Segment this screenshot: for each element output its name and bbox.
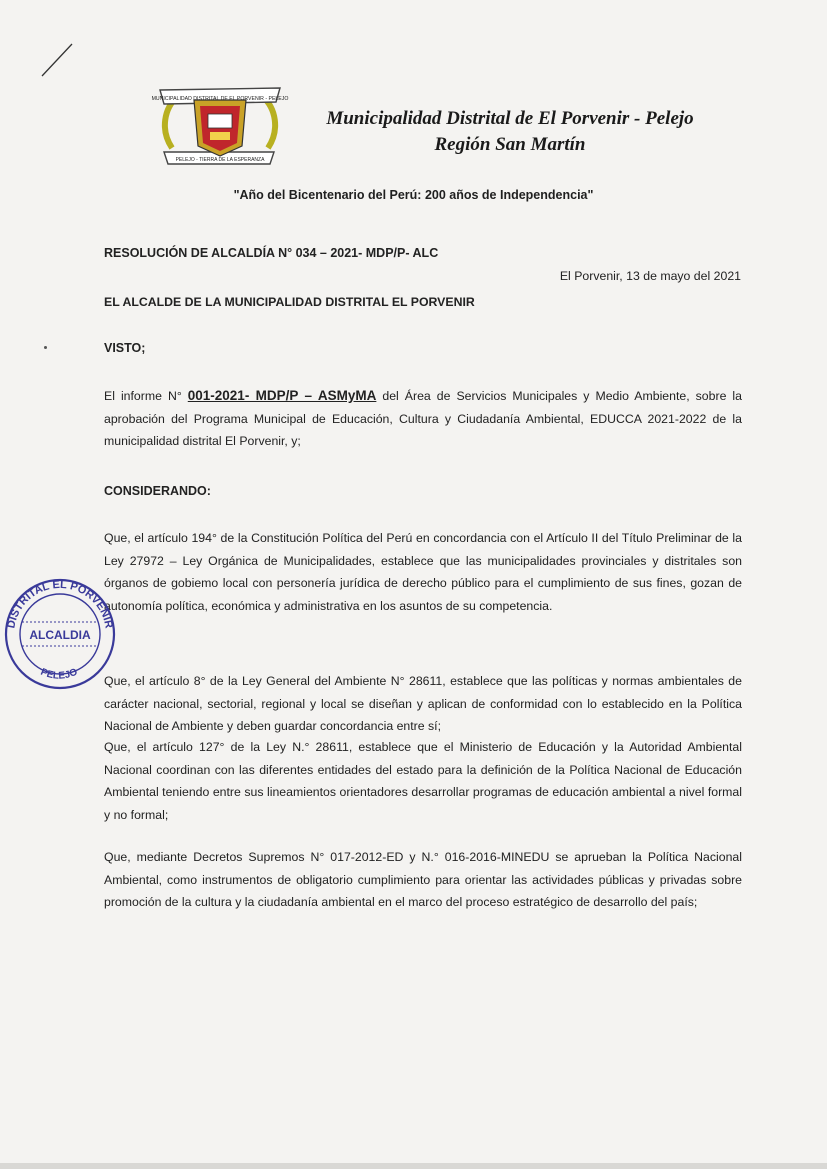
considerando-paragraph: Que, el artículo 194° de la Constitución Política del Perú en concordancia con el Artículo II del Título Preliminar de la Ley 27972 – Ley Orgánica de Municipalidades, establece que las municipalidades provinciales y distritales son órganos de gobiemo local con personería jurídica de derecho público para el cumplimiento de sus fines, gozan de autonomía política, económica y administrativa en los asuntos de su competencia.: [104, 531, 742, 613]
considerando-paragraph: Que, mediante Decretos Supremos N° 017-2012-ED y N.° 016-2016-MINEDU se aprueban la Política Nacional Ambiental, como instrumentos de obligatorio cumplimiento para orientar las actividades públicas y privadas sobre promoción de la cultura y la ciudadanía ambiental en el marco del proceso estratégico de desarrollo del país;: [104, 850, 742, 909]
header-title-line1: Municipalidad Distrital de El Porvenir - Pelejo: [326, 108, 694, 129]
visto-text-before: El informe N°: [104, 389, 188, 403]
resolution-title: RESOLUCIÓN DE ALCALDÍA N° 034 – 2021- MDP/P- ALC: [104, 246, 439, 260]
municipality-logo: [150, 70, 290, 175]
considerando-paragraph: Que, el artículo 127° de la Ley N.° 28611, establece que el Ministerio de Educación y la Autoridad Ambiental Nacional coordinan con las diferentes entidades del estado para la definición de la Política Nacional de Educación Ambiental teniendo entre sus lineamientos orientadores desarrollar programas de educación ambiental a nivel formal y no formal;: [104, 740, 742, 822]
pen-mark: [38, 40, 78, 80]
stamp-bottom-text: PELEJO: [38, 666, 80, 682]
alcaldia-stamp: [0, 572, 124, 692]
place-date: El Porvenir, 13 de mayo del 2021: [559, 269, 741, 283]
year-motto: "Año del Bicentenario del Perú: 200 años de Independencia": [233, 188, 594, 202]
visto-paragraph: [104, 385, 742, 453]
svg-text:PELEJO: [39, 667, 80, 682]
header-title-line2: Región San Martín: [434, 134, 586, 155]
visto-heading: VISTO;: [104, 341, 146, 355]
issuer-heading: EL ALCALDE DE LA MUNICIPALIDAD DISTRITAL EL PORVENIR: [104, 295, 475, 309]
stamp-top-text: DISTRITAL EL PORVENIR: [5, 578, 115, 630]
considerando-paragraph: Que, el artículo 8° de la Ley General del Ambiente N° 28611, establece que las políticas y normas ambientales de carácter nacional, sectorial, regional y local se diseñan y aplican de conformidad con lo establecido en la Política Nacional de Ambiente y deben guardar concordancia entre sí;: [104, 674, 742, 733]
speck: [44, 346, 47, 349]
stamp-center-text: ALCALDIA: [29, 628, 91, 642]
considerando-heading: CONSIDERANDO:: [104, 484, 211, 498]
visto-text-after: del Área de Servicios Municipales y Medio Ambiente, sobre la aprobación del Programa Municipal de Educación, Cultura y Ciudadanía Ambiental, EDUCCA 2021-2022 de la municipalidad distrital El Porvenir, y;: [104, 389, 742, 448]
header-title: [300, 106, 720, 158]
logo-top-text: MUNICIPALIDAD DISTRITAL DE EL PORVENIR - PELEJO: [151, 96, 289, 102]
logo-bottom-text: PELEJO - TIERRA DE LA ESPERANZA: [175, 157, 265, 163]
report-reference: 001-2021- MDP/P – ASMyMA: [187, 388, 377, 403]
scan-bottom-edge: [0, 1163, 827, 1169]
